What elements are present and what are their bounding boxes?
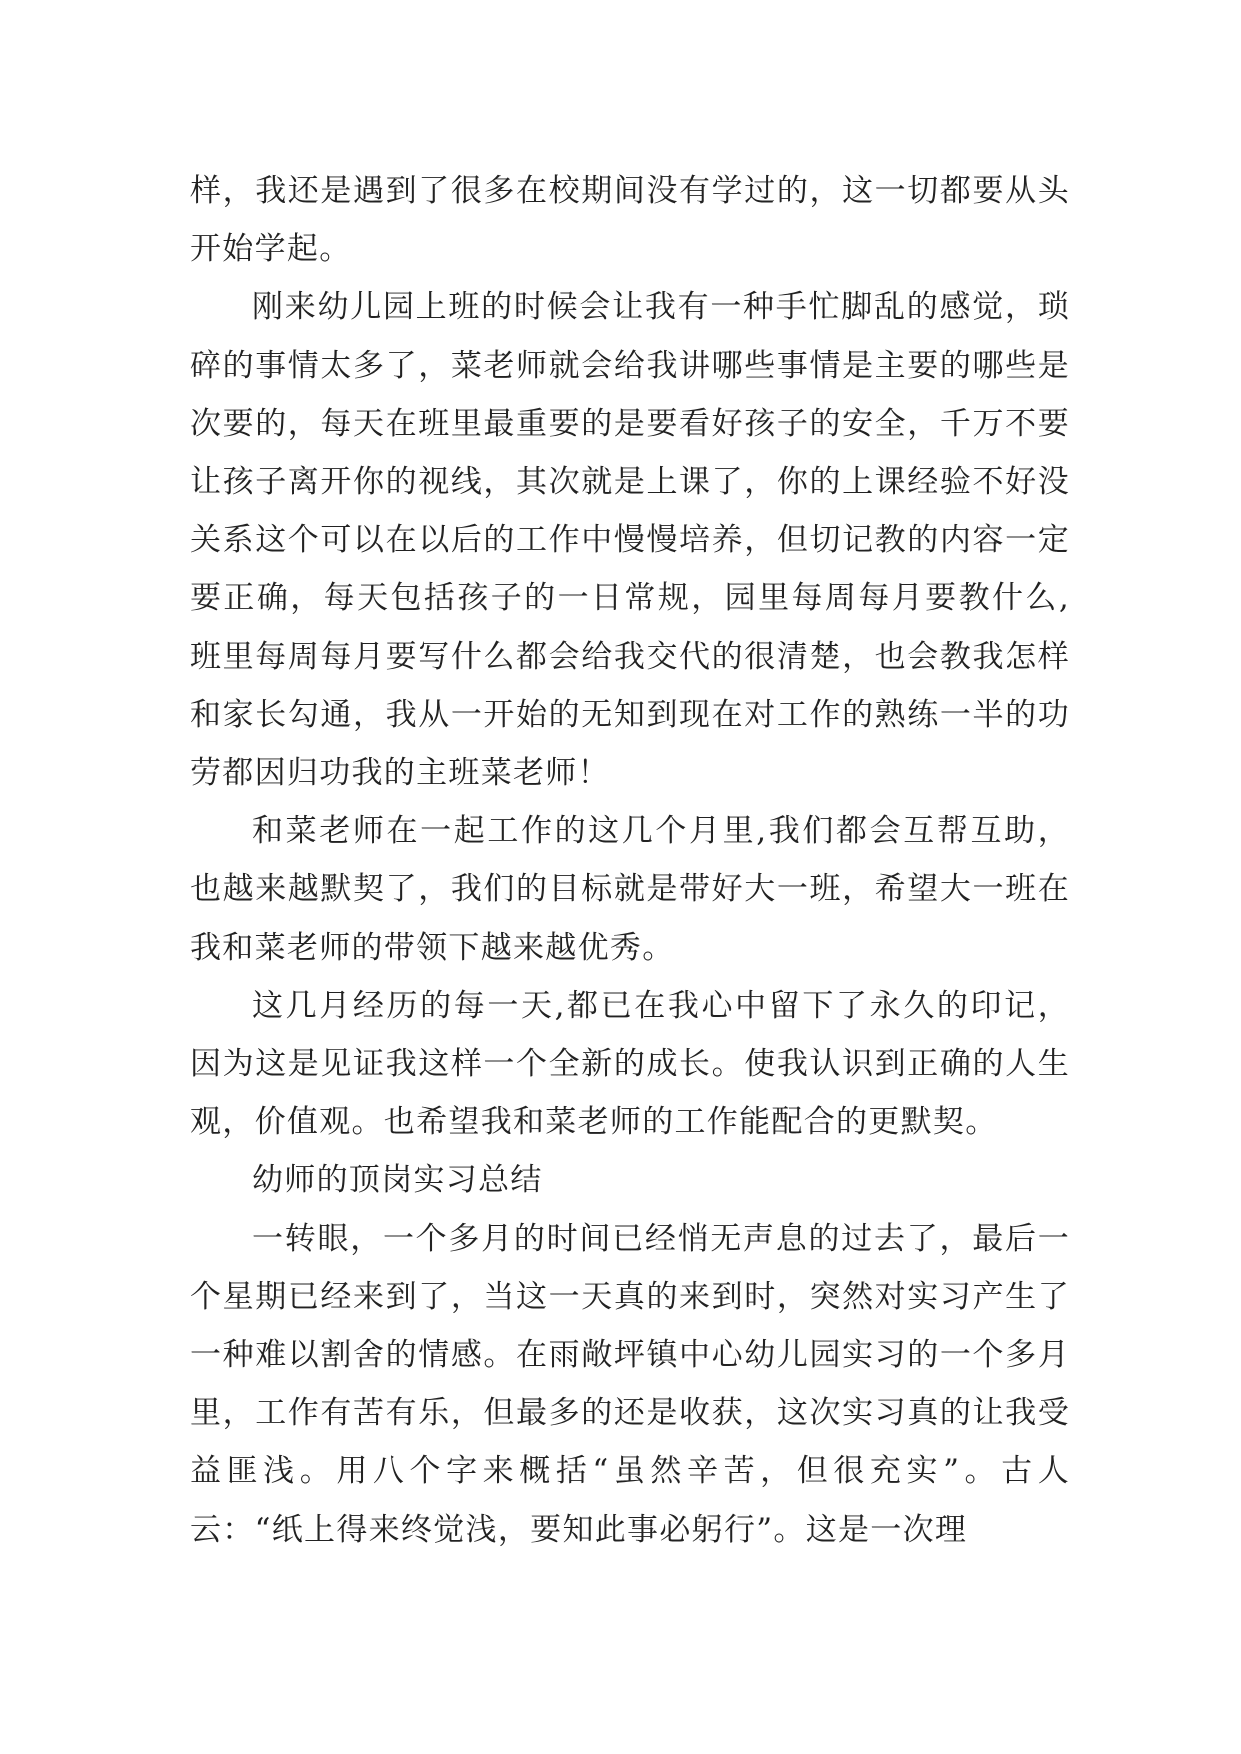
paragraph-teamwork: 和菜老师在一起工作的这几个月里,我们都会互帮互助，也越来越默契了，我们的目标就是带好大一班，希望大一班在我和菜老师的带领下越来越优秀。 <box>190 813 1070 966</box>
paragraph-reflection: 这几月经历的每一天,都已在我心中留下了永久的印记，因为这是见证我这样一个全新的成长。使我认识到正确的人生观，价值观。也希望我和菜老师的工作能配合的更默契。 <box>190 987 1070 1141</box>
section-heading: 幼师的顶岗实习总结 <box>252 1162 543 1199</box>
document-body <box>190 162 1070 1559</box>
paragraph-continuation: 样，我还是遇到了很多在校期间没有学过的，这一切都要从头开始学起。 <box>190 173 1070 268</box>
paragraph-first-days: 刚来幼儿园上班的时候会让我有一种手忙脚乱的感觉，琐碎的事情太多了，菜老师就会给我讲哪些事情是主要的哪些是次要的，每天在班里最重要的是要看好孩子的安全，千万不要让孩子离开你的视线，其次就是上课了，你的上课经验不好没关系这个可以在以后的工作中慢慢培养，但切记教的内容一定要正确，每天包括孩子的一日常规，园里每周每月要教什么,班里每周每月要写什么都会给我交代的很清楚，也会教我怎样和家长勾通，我从一开始的无知到现在对工作的熟练一半的功劳都因归功我的主班菜老师！ <box>190 289 1070 792</box>
paragraph-internship-summary: 一转眼，一个多月的时间已经悄无声息的过去了，最后一个星期已经来到了，当这一天真的来到时，突然对实习产生了一种难以割舍的情感。在雨敞坪镇中心幼儿园实习的一个多月里，工作有苦有乐，但最多的还是收获，这次实习真的让我受益匪浅。用八个字来概括“虽然辛苦，但很充实”。古人云：“纸上得来终觉浅，要知此事必躬行”。这是一次理 <box>190 1220 1070 1548</box>
